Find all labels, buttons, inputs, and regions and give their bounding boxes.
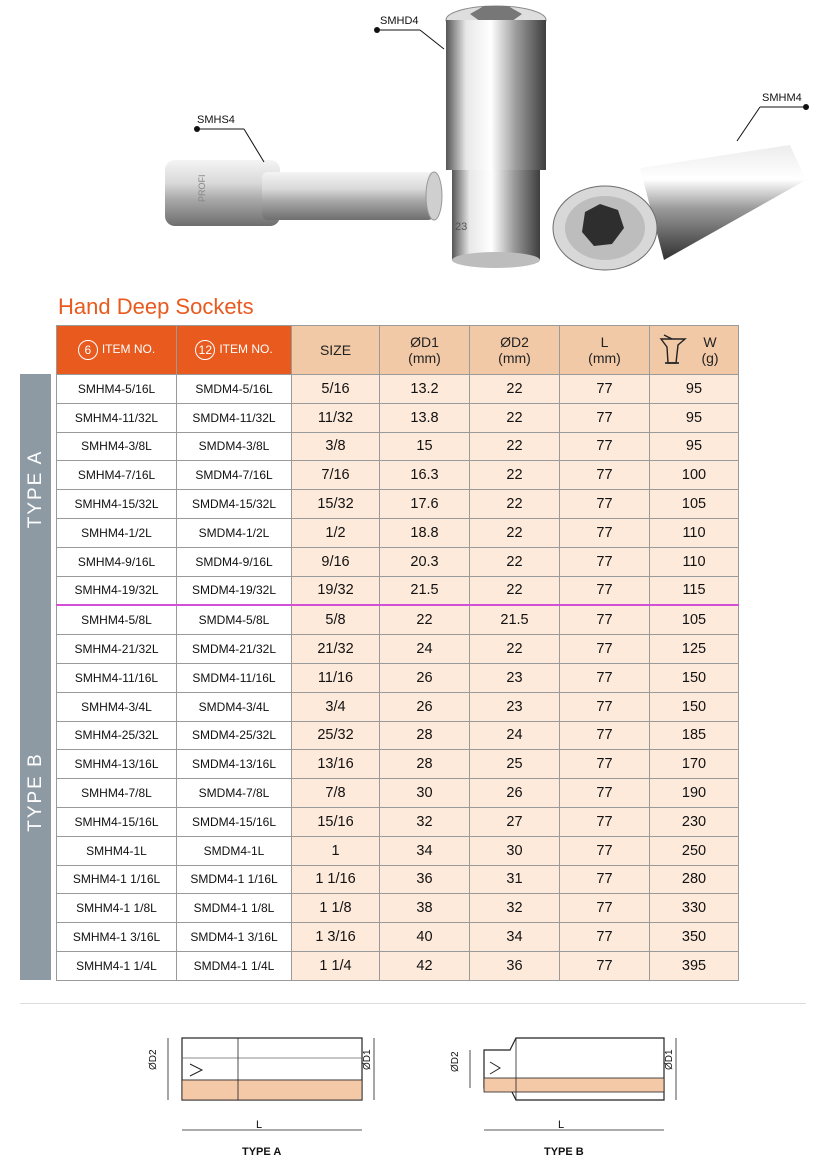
item-no-6pt: SMHM4-15/16L	[57, 807, 177, 836]
w-cell: 330	[650, 894, 739, 923]
w-cell: 100	[650, 461, 739, 490]
w-cell: 95	[650, 403, 739, 432]
size-cell: 21/32	[292, 635, 380, 664]
d1-cell: 17.6	[380, 490, 470, 519]
size-cell: 5/16	[292, 375, 380, 404]
d1-cell: 28	[380, 750, 470, 779]
group-label-type-a: TYPE A	[20, 374, 51, 604]
item-no-12pt: SMDM4-11/16L	[177, 663, 292, 692]
table-row	[57, 865, 739, 894]
w-cell: 280	[650, 865, 739, 894]
d1-cell: 30	[380, 779, 470, 808]
d1-cell: 40	[380, 923, 470, 952]
size-cell: 1/2	[292, 518, 380, 547]
item-no-12pt: SMDM4-11/32L	[177, 403, 292, 432]
w-cell: 250	[650, 836, 739, 865]
callout-smhm4	[737, 92, 809, 141]
item-no-6pt: SMHM4-1 3/16L	[57, 923, 177, 952]
table-row	[57, 779, 739, 808]
svg-text:TYPE A: TYPE A	[242, 1146, 282, 1158]
d1-cell: 13.2	[380, 375, 470, 404]
l-cell: 77	[560, 923, 650, 952]
header-d2: ØD2 (mm)	[470, 326, 560, 375]
table-row	[57, 721, 739, 750]
spec-table	[56, 325, 739, 981]
item-no-6pt: SMHM4-1L	[57, 836, 177, 865]
item-no-12pt: SMDM4-1 3/16L	[177, 923, 292, 952]
item-no-6pt: SMHM4-1 1/8L	[57, 894, 177, 923]
d1-cell: 16.3	[380, 461, 470, 490]
d2-cell: 27	[470, 807, 560, 836]
w-cell: 230	[650, 807, 739, 836]
table-row	[57, 923, 739, 952]
size-cell: 1 3/16	[292, 923, 380, 952]
w-cell: 105	[650, 605, 739, 634]
l-cell: 77	[560, 779, 650, 808]
d2-cell: 22	[470, 518, 560, 547]
size-cell: 1 1/4	[292, 951, 380, 980]
item-no-12pt: SMDM4-5/16L	[177, 375, 292, 404]
d2-cell: 25	[470, 750, 560, 779]
d1-cell: 26	[380, 692, 470, 721]
w-cell: 110	[650, 547, 739, 576]
header-d1: ØD1 (mm)	[380, 326, 470, 375]
l-cell: 77	[560, 605, 650, 634]
size-cell: 11/16	[292, 663, 380, 692]
divider	[20, 1003, 806, 1004]
svg-text:23: 23	[455, 221, 468, 233]
w-cell: 115	[650, 576, 739, 605]
w-cell: 110	[650, 518, 739, 547]
d2-cell: 22	[470, 375, 560, 404]
size-cell: 15/32	[292, 490, 380, 519]
table-row	[57, 576, 739, 605]
table-header-row	[57, 326, 739, 375]
d1-cell: 32	[380, 807, 470, 836]
drawing-type-b	[450, 1030, 680, 1160]
svg-text:ØD1: ØD1	[664, 1049, 675, 1070]
w-cell: 105	[650, 490, 739, 519]
svg-text:ØD2: ØD2	[450, 1051, 461, 1072]
item-no-6pt: SMHM4-5/8L	[57, 605, 177, 634]
item-no-12pt: SMDM4-5/8L	[177, 605, 292, 634]
size-cell: 1	[292, 836, 380, 865]
size-cell: 3/4	[292, 692, 380, 721]
item-no-6pt: SMHM4-11/16L	[57, 663, 177, 692]
item-no-6pt: SMHM4-5/16L	[57, 375, 177, 404]
l-cell: 77	[560, 865, 650, 894]
callout-smhd4	[374, 15, 444, 49]
table-row	[57, 750, 739, 779]
w-cell: 95	[650, 432, 739, 461]
d1-cell: 21.5	[380, 576, 470, 605]
table-row	[57, 836, 739, 865]
table-row	[57, 807, 739, 836]
d2-cell: 34	[470, 923, 560, 952]
d1-cell: 15	[380, 432, 470, 461]
item-no-6pt: SMHM4-15/32L	[57, 490, 177, 519]
d2-cell: 22	[470, 635, 560, 664]
w-cell: 395	[650, 951, 739, 980]
table-row	[57, 490, 739, 519]
d1-cell: 42	[380, 951, 470, 980]
item-no-12pt: SMDM4-3/8L	[177, 432, 292, 461]
svg-text:SMHS4: SMHS4	[197, 114, 235, 126]
w-cell: 190	[650, 779, 739, 808]
l-cell: 77	[560, 692, 650, 721]
w-cell: 125	[650, 635, 739, 664]
d2-cell: 22	[470, 576, 560, 605]
socket-smhm4	[553, 145, 806, 270]
l-cell: 77	[560, 635, 650, 664]
d2-cell: 21.5	[470, 605, 560, 634]
item-no-12pt: SMDM4-9/16L	[177, 547, 292, 576]
size-cell: 25/32	[292, 721, 380, 750]
d2-cell: 23	[470, 663, 560, 692]
w-cell: 95	[650, 375, 739, 404]
table-row	[57, 663, 739, 692]
page-title: Hand Deep Sockets	[58, 294, 254, 319]
item-no-6pt: SMHM4-11/32L	[57, 403, 177, 432]
svg-text:L: L	[558, 1119, 565, 1131]
socket-smhs4	[165, 160, 442, 226]
item-no-6pt: SMHM4-19/32L	[57, 576, 177, 605]
size-cell: 11/32	[292, 403, 380, 432]
svg-text:L: L	[256, 1119, 263, 1131]
d2-cell: 36	[470, 951, 560, 980]
l-cell: 77	[560, 547, 650, 576]
w-cell: 150	[650, 663, 739, 692]
d1-cell: 26	[380, 663, 470, 692]
item-no-12pt: SMDM4-15/32L	[177, 490, 292, 519]
d2-cell: 22	[470, 547, 560, 576]
d1-cell: 36	[380, 865, 470, 894]
svg-text:ØD2: ØD2	[148, 1049, 159, 1070]
size-cell: 15/16	[292, 807, 380, 836]
l-cell: 77	[560, 894, 650, 923]
d1-cell: 13.8	[380, 403, 470, 432]
item-no-6pt: SMHM4-25/32L	[57, 721, 177, 750]
w-cell: 185	[650, 721, 739, 750]
table-row	[57, 605, 739, 634]
l-cell: 77	[560, 750, 650, 779]
d1-cell: 20.3	[380, 547, 470, 576]
item-no-12pt: SMDM4-1 1/4L	[177, 951, 292, 980]
table-row	[57, 461, 739, 490]
header-w: W (g)	[650, 326, 739, 375]
table-row	[57, 403, 739, 432]
l-cell: 77	[560, 490, 650, 519]
table-row	[57, 375, 739, 404]
item-no-12pt: SMDM4-1/2L	[177, 518, 292, 547]
l-cell: 77	[560, 375, 650, 404]
d2-cell: 30	[470, 836, 560, 865]
d2-cell: 32	[470, 894, 560, 923]
d2-cell: 22	[470, 461, 560, 490]
w-cell: 150	[650, 692, 739, 721]
size-cell: 1 1/8	[292, 894, 380, 923]
item-no-6pt: SMHM4-1 1/4L	[57, 951, 177, 980]
l-cell: 77	[560, 721, 650, 750]
item-no-6pt: SMHM4-13/16L	[57, 750, 177, 779]
header-item-12pt: 12 ITEM NO.	[177, 326, 292, 375]
item-no-6pt: SMHM4-3/8L	[57, 432, 177, 461]
d2-cell: 24	[470, 721, 560, 750]
item-no-12pt: SMDM4-1 1/16L	[177, 865, 292, 894]
size-cell: 13/16	[292, 750, 380, 779]
scale-icon	[658, 333, 688, 367]
item-no-12pt: SMDM4-7/16L	[177, 461, 292, 490]
item-no-12pt: SMDM4-1L	[177, 836, 292, 865]
hex-12-icon: 12	[195, 340, 215, 360]
l-cell: 77	[560, 432, 650, 461]
d2-cell: 26	[470, 779, 560, 808]
product-photo	[0, 0, 827, 290]
item-no-6pt: SMHM4-21/32L	[57, 635, 177, 664]
size-cell: 7/16	[292, 461, 380, 490]
l-cell: 77	[560, 576, 650, 605]
d1-cell: 28	[380, 721, 470, 750]
d1-cell: 34	[380, 836, 470, 865]
svg-text:TYPE B: TYPE B	[544, 1146, 584, 1158]
w-cell: 350	[650, 923, 739, 952]
l-cell: 77	[560, 951, 650, 980]
size-cell: 9/16	[292, 547, 380, 576]
group-label-type-b: TYPE B	[20, 604, 51, 980]
item-no-12pt: SMDM4-13/16L	[177, 750, 292, 779]
d1-cell: 18.8	[380, 518, 470, 547]
d2-cell: 22	[470, 490, 560, 519]
callout-smhs4	[194, 114, 264, 162]
svg-text:ØD1: ØD1	[362, 1049, 373, 1070]
size-cell: 3/8	[292, 432, 380, 461]
item-no-12pt: SMDM4-19/32L	[177, 576, 292, 605]
item-no-12pt: SMDM4-21/32L	[177, 635, 292, 664]
d1-cell: 24	[380, 635, 470, 664]
table-row	[57, 951, 739, 980]
table-row	[57, 894, 739, 923]
item-no-12pt: SMDM4-25/32L	[177, 721, 292, 750]
table-row	[57, 547, 739, 576]
l-cell: 77	[560, 836, 650, 865]
table-row	[57, 692, 739, 721]
svg-text:PROFI: PROFI	[197, 174, 207, 202]
size-cell: 7/8	[292, 779, 380, 808]
table-row	[57, 432, 739, 461]
d1-cell: 38	[380, 894, 470, 923]
svg-text:SMHD4: SMHD4	[380, 15, 419, 27]
size-cell: 1 1/16	[292, 865, 380, 894]
table-row	[57, 518, 739, 547]
item-no-6pt: SMHM4-1 1/16L	[57, 865, 177, 894]
l-cell: 77	[560, 403, 650, 432]
l-cell: 77	[560, 461, 650, 490]
item-no-6pt: SMHM4-9/16L	[57, 547, 177, 576]
header-size: SIZE	[292, 326, 380, 375]
item-no-6pt: SMHM4-3/4L	[57, 692, 177, 721]
d2-cell: 22	[470, 403, 560, 432]
size-cell: 19/32	[292, 576, 380, 605]
item-no-12pt: SMDM4-7/8L	[177, 779, 292, 808]
socket-smhd4	[446, 6, 546, 268]
l-cell: 77	[560, 518, 650, 547]
item-no-6pt: SMHM4-1/2L	[57, 518, 177, 547]
d2-cell: 23	[470, 692, 560, 721]
table-row	[57, 635, 739, 664]
hex-6-icon: 6	[78, 340, 98, 360]
header-item-6pt: 6 ITEM NO.	[57, 326, 177, 375]
header-l: L (mm)	[560, 326, 650, 375]
l-cell: 77	[560, 663, 650, 692]
w-cell: 170	[650, 750, 739, 779]
d1-cell: 22	[380, 605, 470, 634]
item-no-6pt: SMHM4-7/16L	[57, 461, 177, 490]
item-no-6pt: SMHM4-7/8L	[57, 779, 177, 808]
svg-text:SMHM4: SMHM4	[762, 92, 802, 104]
l-cell: 77	[560, 807, 650, 836]
d2-cell: 22	[470, 432, 560, 461]
item-no-12pt: SMDM4-3/4L	[177, 692, 292, 721]
drawing-type-a	[148, 1030, 378, 1160]
size-cell: 5/8	[292, 605, 380, 634]
d2-cell: 31	[470, 865, 560, 894]
item-no-12pt: SMDM4-1 1/8L	[177, 894, 292, 923]
item-no-12pt: SMDM4-15/16L	[177, 807, 292, 836]
